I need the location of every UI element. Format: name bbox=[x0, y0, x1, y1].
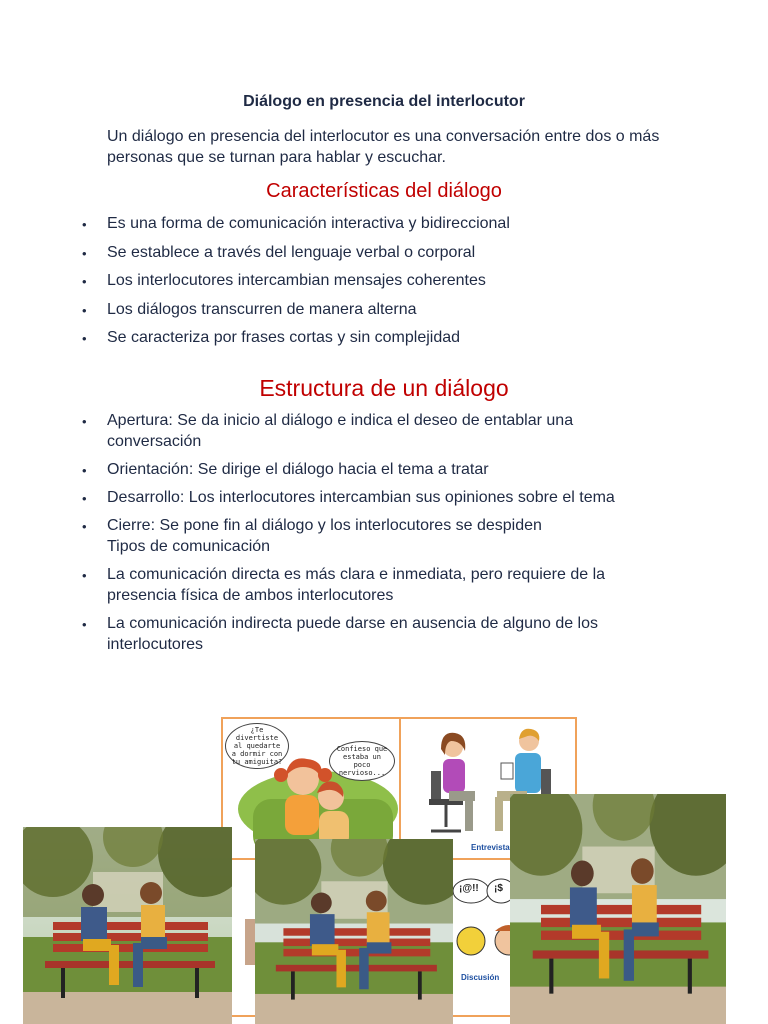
list-item bbox=[82, 515, 662, 557]
shout-text: ¡@!! bbox=[459, 883, 479, 894]
list-item: • La comunicación directa es más clara e inmediata, pero requiere de la presencia física de ambos interlocutores bbox=[82, 564, 662, 606]
list-item: • Es una forma de comunicación interactiva y bidireccional bbox=[82, 213, 662, 234]
list-item: • Se establece a través del lenguaje verbal o corporal bbox=[82, 242, 662, 263]
caption-discussion: Discusión bbox=[461, 973, 500, 982]
list-item: • Apertura: Se da inicio al diálogo e indica el deseo de entablar una conversación bbox=[82, 410, 662, 452]
list-item: • Desarrollo: Los interlocutores intercambian sus opiniones sobre el tema bbox=[82, 487, 662, 508]
list-item: • Orientación: Se dirige el diálogo hacia el tema a tratar bbox=[82, 459, 662, 480]
speech-bubble: ¿Te divertiste al quedarte a dormir con tu amiguita? bbox=[225, 723, 289, 769]
characteristics-list bbox=[82, 213, 662, 356]
list-item: • Se caracteriza por frases cortas y sin complejidad bbox=[82, 327, 662, 348]
structure-list bbox=[82, 410, 662, 662]
list-item: • Los diálogos transcurren de manera alterna bbox=[82, 299, 662, 320]
park-bench-photo bbox=[23, 827, 232, 1024]
section-heading-structure: Estructura de un diálogo bbox=[259, 375, 509, 401]
caption-interview: Entrevista bbox=[471, 843, 510, 852]
intro-paragraph: Un diálogo en presencia del interlocutor es una conversación entre dos o más personas que se turnan para hablar y escuchar. bbox=[107, 128, 660, 166]
list-item-text: Cierre: Se pone fin al diálogo y los interlocutores se despiden bbox=[107, 517, 542, 534]
list-item: • La comunicación indirecta puede darse en ausencia de alguno de los interlocutores bbox=[82, 613, 662, 655]
document-title: Diálogo en presencia del interlocutor bbox=[243, 93, 525, 110]
speech-bubble: Confieso que estaba un poco nervioso... bbox=[329, 741, 395, 781]
communication-types-subheading: Tipos de comunicación bbox=[107, 538, 271, 555]
section-heading-characteristics: Características del diálogo bbox=[266, 180, 502, 202]
park-bench-photo bbox=[255, 839, 453, 1024]
list-item: • Los interlocutores intercambian mensajes coherentes bbox=[82, 270, 662, 291]
shout-text: ¡$ bbox=[494, 883, 503, 894]
park-bench-photo bbox=[510, 794, 726, 1024]
